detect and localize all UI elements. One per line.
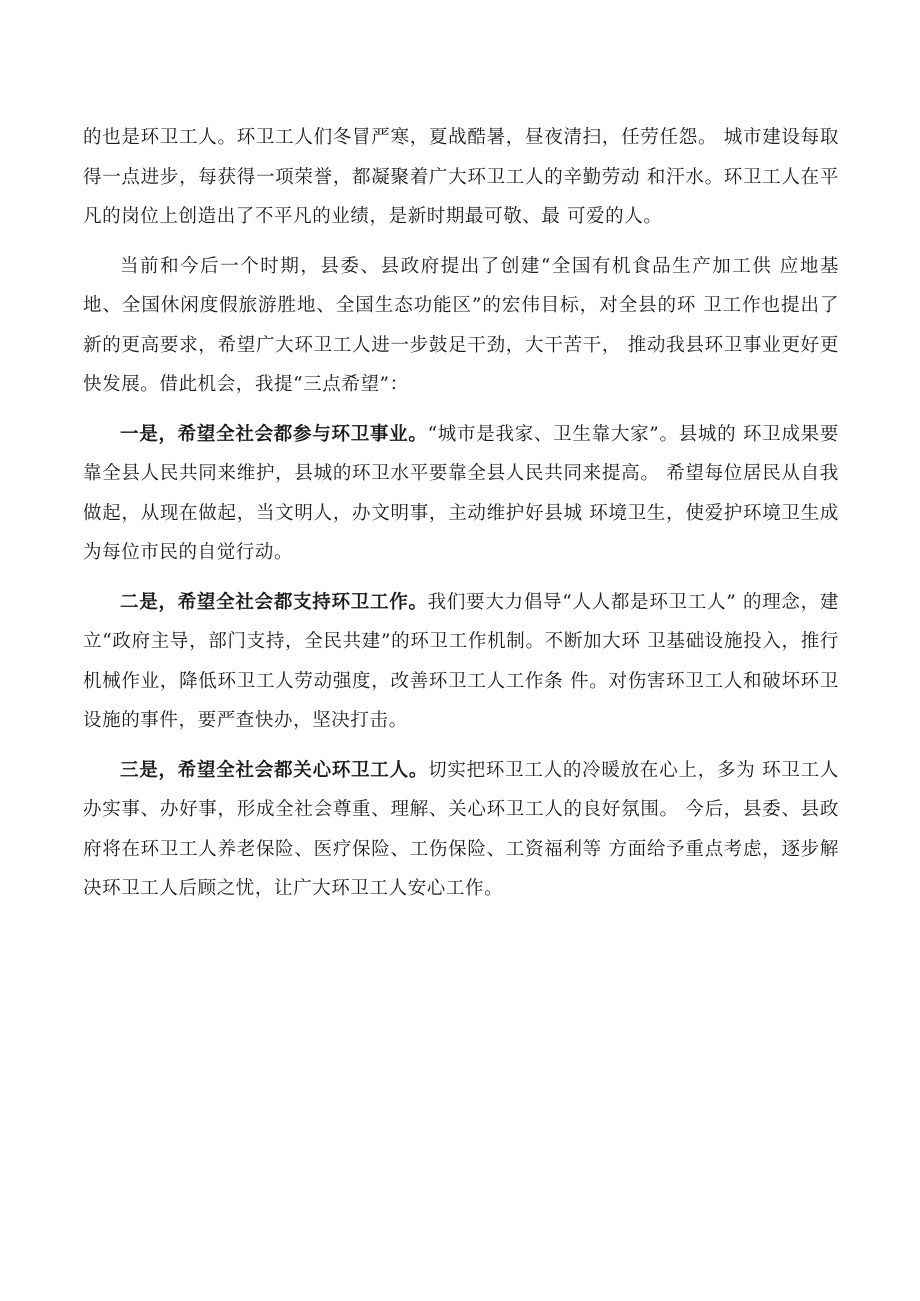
paragraph-lead: 一是，希望全社会都参与环卫事业。 <box>120 423 428 445</box>
paragraph-goals <box>83 247 839 405</box>
paragraph-lead: 二是，希望全社会都支持环卫工作。 <box>120 591 428 613</box>
paragraph-text: 我们要大力倡导“人人都是环卫工人” 的理念，建立“政府主导，部门支持，全民共建”的环卫工作机制。不断加大环 卫基础设施投入，推行机械作业，降低环卫工人劳动强度，改善环卫工人工作条 件。对伤害环卫工人和破坏环卫设施的事件，要严查快办，坚决打击。 <box>83 591 839 731</box>
document-page <box>83 118 839 919</box>
paragraph-intro-continuation <box>83 118 839 237</box>
paragraph-text: 当前和今后一个时期，县委、县政府提出了创建“全国有机食品生产加工供 应地基地、全国休闲度假旅游胜地、全国生态功能区”的宏伟目标，对全县的环 卫工作也提出了新的更高要求，希望广大环卫工人进一步鼓足干劲，大干苦干， 推动我县环卫事业更好更快发展。借此机会，我提“三点希望”： <box>83 255 839 395</box>
paragraph-hope-two <box>83 583 839 741</box>
paragraph-text: “城市是我家、卫生靠大家”。县城的 环卫成果要靠全县人民共同来维护，县城的环卫水平要靠全县人民共同来提高。 希望每位居民从自我做起，从现在做起，当文明人，办文明事，主动维护好县城 环境卫生，使爱护环境卫生成为每位市民的自觉行动。 <box>83 423 839 563</box>
paragraph-hope-one <box>83 415 839 573</box>
paragraph-text: 的也是环卫工人。环卫工人们冬冒严寒，夏战酷暑，昼夜清扫，任劳任怨。 城市建设每取得一点进步，每获得一项荣誉，都凝聚着广大环卫工人的辛勤劳动 和汗水。环卫工人在平凡的岗位上创造出了不平凡的业绩，是新时期最可敬、最 可爱的人。 <box>83 127 839 227</box>
paragraph-hope-three <box>83 751 839 909</box>
paragraph-text: 切实把环卫工人的冷暖放在心上，多为 环卫工人办实事、办好事，形成全社会尊重、理解、关心环卫工人的良好氛围。 今后，县委、县政府将在环卫工人养老保险、医疗保险、工伤保险、工资福利等 方面给予重点考虑，逐步解决环卫工人后顾之忧，让广大环卫工人安心工作。 <box>83 759 839 899</box>
paragraph-lead: 三是，希望全社会都关心环卫工人。 <box>120 759 429 781</box>
